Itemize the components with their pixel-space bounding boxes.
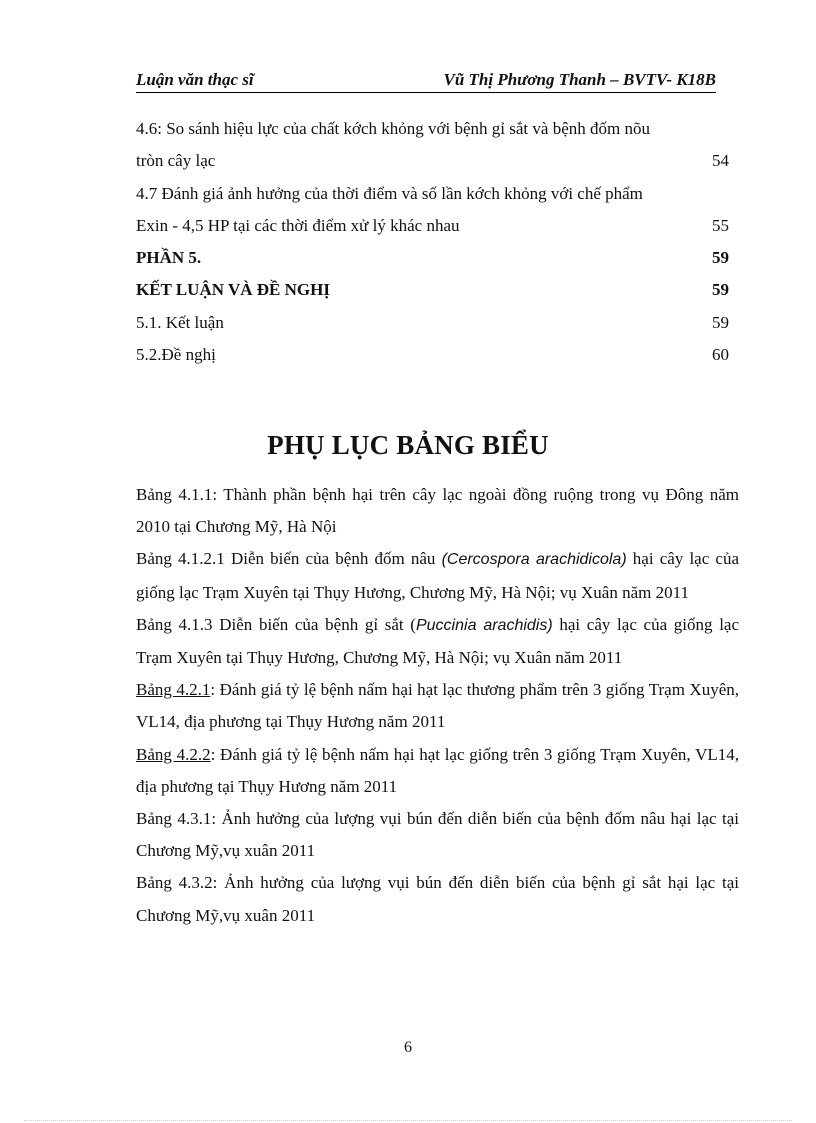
appendix-entry [136, 543, 739, 608]
table-label-underlined: Bảng 4.2.2 [136, 744, 211, 764]
toc-entry-text: PHẦN 5. [136, 248, 202, 268]
running-header [136, 70, 716, 93]
table-caption-rest: hại cây lạc của giống lạc Trạm Xuyên tại Thụy Hương, Chương Mỹ, Hà Nội; vụ Xuân năm 2011 [136, 614, 740, 668]
table-label: Bảng 4.1.3 [136, 614, 213, 634]
table-of-contents [136, 113, 729, 371]
appendix-table-list [136, 479, 739, 932]
toc-entry-text: KẾT LUẬN VÀ ĐỀ NGHỊ [136, 280, 330, 300]
table-label-underlined: Bảng 4.2.1 [136, 680, 211, 700]
table-caption: Thành phần bệnh hại trên cây lạc ngoài đồng ruộng trong vụ Đông năm 2010 tại Chương Mỹ, Hà Nội [136, 485, 739, 537]
table-caption: Diễn biến của bệnh gỉ sắt ( [212, 614, 416, 634]
page-number: 6 [404, 1039, 412, 1056]
toc-line [136, 339, 729, 371]
species-name: (Cercospora arachidicola) [441, 551, 627, 569]
table-caption: : Đánh giá tỷ lệ bệnh nấm hại hạt lạc giống trên 3 giống Trạm Xuyên, VL14, địa phương tại Thụy Hương năm 2011 [136, 744, 739, 796]
table-caption: Ảnh hưởng của lượng vụi bún đến diễn biến của bệnh đốm nâu hại lạc tại Chương Mỹ,vụ xuân 2011 [136, 809, 739, 861]
toc-line [136, 178, 729, 210]
header-author: Vũ Thị Phương Thanh – BVTV- K18B [443, 70, 716, 89]
table-label: Bảng 4.3.2: [136, 873, 218, 893]
toc-page-number: 59 [712, 312, 729, 332]
page-bottom-divider [24, 1120, 792, 1121]
toc-line-part [136, 242, 729, 274]
table-caption: Diễn biến của bệnh đốm nâu [224, 549, 442, 569]
table-label: Bảng 4.1.2.1 [136, 549, 225, 569]
toc-entry-text: 4.7 Đánh giá ảnh hưởng của thời điểm và số lần kớch khỏng với chế phẩm [136, 183, 643, 203]
toc-entry-text: tròn cây lạc [136, 151, 216, 171]
table-caption: Ảnh hưởng của lượng vụi bún đến diễn biến của bệnh gỉ sắt hại lạc tại Chương Mỹ,vụ xuân 2011 [136, 873, 739, 925]
appendix-entry [136, 867, 739, 931]
table-label: Bảng 4.1.1: [136, 485, 218, 504]
toc-entry-text: 5.1. Kết luận [136, 312, 224, 332]
toc-line-part-title [136, 274, 729, 306]
toc-page-number: 60 [712, 345, 729, 365]
species-name: Puccinia arachidis) [415, 616, 553, 634]
toc-page-number: 59 [712, 280, 729, 300]
toc-page-number: 59 [712, 248, 729, 268]
toc-entry-text: 5.2.Đề nghị [136, 345, 216, 365]
toc-line [136, 307, 729, 339]
toc-line [136, 145, 729, 177]
appendix-entry [136, 479, 739, 543]
appendix-title: PHỤ LỤC BẢNG BIỂU [267, 430, 549, 460]
appendix-entry [136, 803, 739, 867]
toc-line [136, 113, 729, 145]
appendix-entry [136, 609, 739, 674]
toc-entry-text: Exin - 4,5 HP tại các thời điểm xử lý khác nhau [136, 215, 460, 235]
appendix-entry [136, 674, 739, 738]
table-caption: : Đánh giá tỷ lệ bệnh nấm hại hạt lạc thương phẩm trên 3 giống Trạm Xuyên, VL14, địa phương tại Thụy Hương năm 2011 [136, 680, 739, 732]
toc-line [136, 210, 729, 242]
toc-page-number: 55 [712, 215, 729, 235]
toc-entry-text: 4.6: So sánh hiệu lực của chất kớch khỏng với bệnh gỉ sắt và bệnh đốm nõu [136, 119, 650, 138]
header-thesis-type: Luận văn thạc sĩ [136, 70, 254, 89]
appendix-entry [136, 739, 739, 803]
table-label: Bảng 4.3.1: [136, 809, 217, 829]
table-caption-rest: hại cây lạc của giống lạc Trạm Xuyên tại Thụy Hương, Chương Mỹ, Hà Nội; vụ Xuân năm 2011 [136, 549, 740, 602]
toc-page-number: 54 [712, 151, 729, 171]
